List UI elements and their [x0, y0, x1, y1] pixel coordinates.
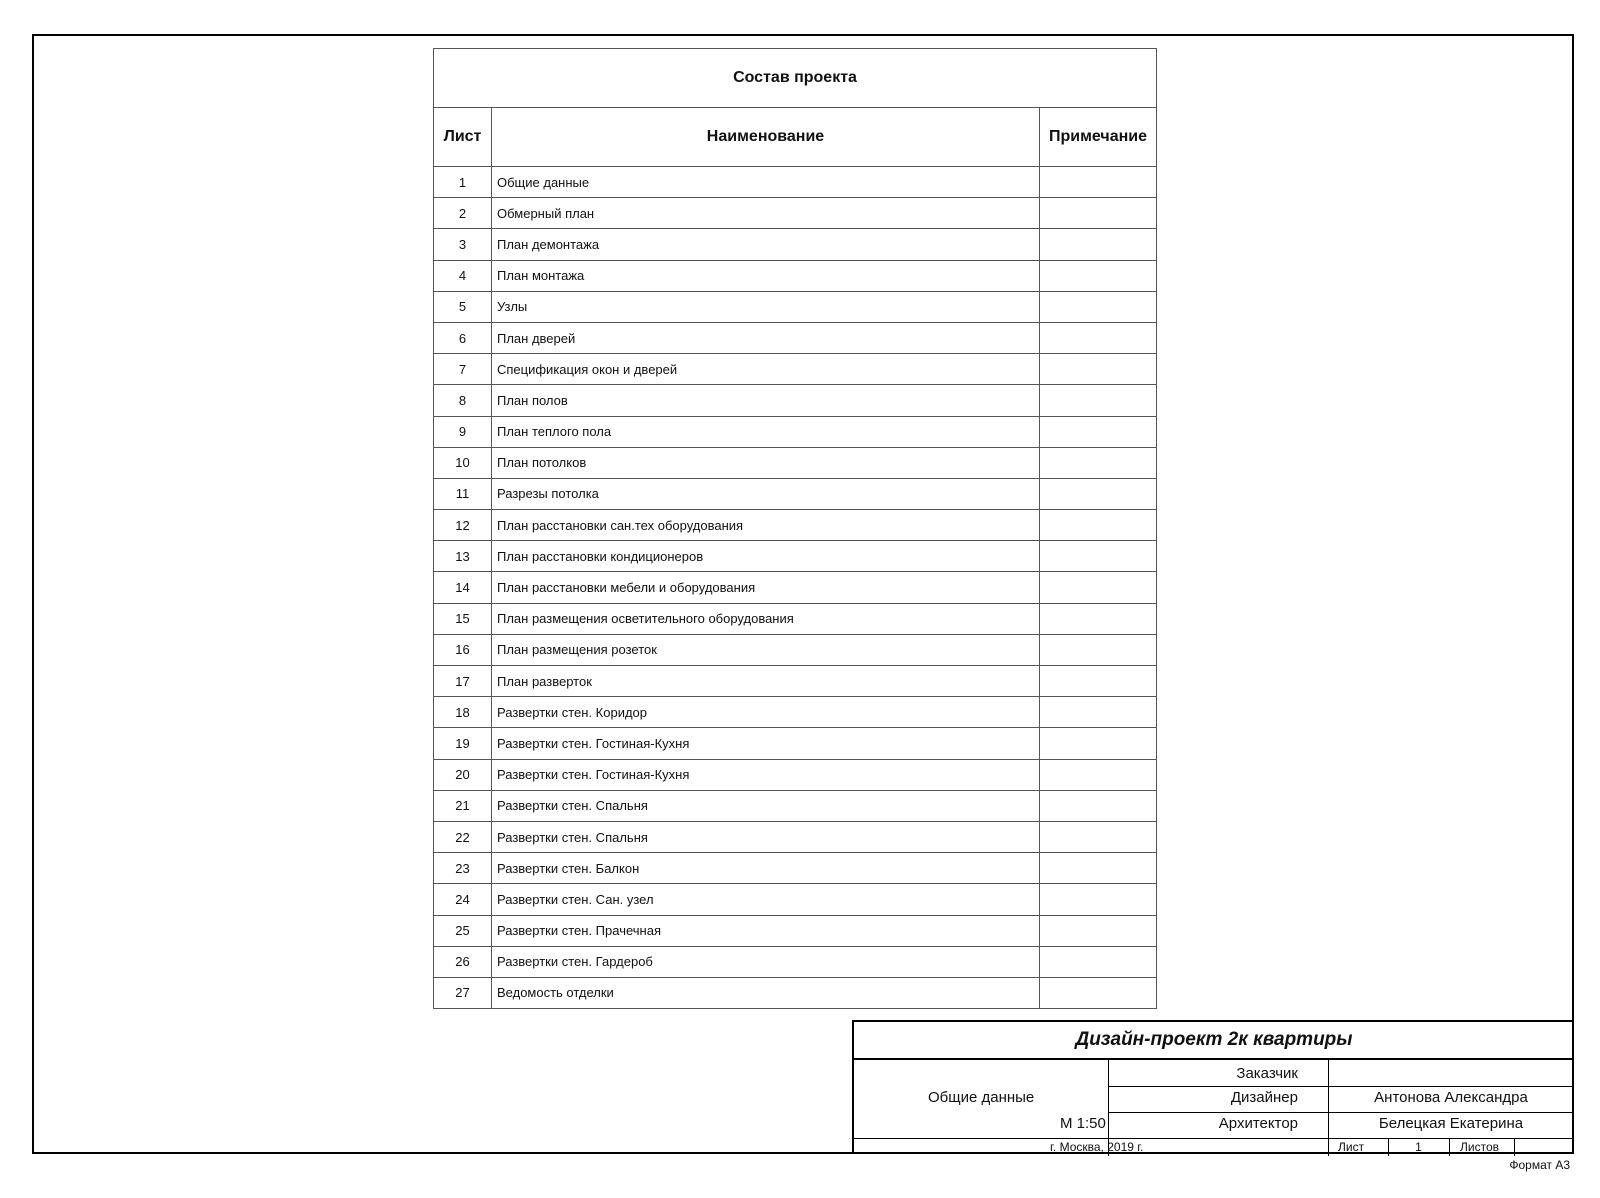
sheet-name-cell: Ведомость отделки	[492, 977, 1040, 1008]
note-cell	[1040, 790, 1157, 821]
note-cell	[1040, 510, 1157, 541]
note-cell	[1040, 260, 1157, 291]
sheet-label: Лист	[1338, 1140, 1365, 1154]
table-row	[434, 853, 1157, 884]
role-architect: Архитектор	[1218, 1115, 1298, 1132]
note-cell	[1040, 634, 1157, 665]
sheet-name-cell: Развертки стен. Гостиная-Кухня	[492, 728, 1040, 759]
table-title: Состав проекта	[434, 49, 1157, 108]
sheet-name-cell: План монтажа	[492, 260, 1040, 291]
sheet-name-cell: План расстановки кондиционеров	[492, 541, 1040, 572]
architect-name: Белецкая Екатерина	[1378, 1115, 1524, 1132]
sheet-name-cell: Разрезы потолка	[492, 478, 1040, 509]
table-row	[434, 354, 1157, 385]
note-cell	[1040, 603, 1157, 634]
column-header-name: Наименование	[492, 108, 1040, 167]
table-row	[434, 198, 1157, 229]
table-row	[434, 697, 1157, 728]
table-row	[434, 416, 1157, 447]
sheet-number-cell: 27	[434, 977, 492, 1008]
sheet-name-cell: План теплого пола	[492, 416, 1040, 447]
format-label: Формат А3	[1509, 1158, 1570, 1172]
sheet-number-cell: 5	[434, 291, 492, 322]
sheet-number-cell: 21	[434, 790, 492, 821]
sheet-name-cell: Развертки стен. Спальня	[492, 821, 1040, 852]
sheet-number-cell: 15	[434, 603, 492, 634]
note-cell	[1040, 759, 1157, 790]
table-row	[434, 977, 1157, 1008]
note-cell	[1040, 322, 1157, 353]
note-cell	[1040, 884, 1157, 915]
table-row	[434, 291, 1157, 322]
note-cell	[1040, 946, 1157, 977]
table-row	[434, 915, 1157, 946]
sheet-number-cell: 14	[434, 572, 492, 603]
table-row	[434, 728, 1157, 759]
sheet-name-cell: Общие данные	[492, 167, 1040, 198]
column-header-sheet: Лист	[434, 108, 492, 167]
designer-name: Антонова Александра	[1374, 1089, 1528, 1106]
sheet-number-cell: 18	[434, 697, 492, 728]
sheet-number-cell: 25	[434, 915, 492, 946]
sheet-name-cell: Развертки стен. Сан. узел	[492, 884, 1040, 915]
sheet-number-cell: 12	[434, 510, 492, 541]
note-cell	[1040, 853, 1157, 884]
sheet-number-cell: 26	[434, 946, 492, 977]
sheet-number-cell: 8	[434, 385, 492, 416]
sheet-number-cell: 23	[434, 853, 492, 884]
title-block	[852, 1020, 1574, 1154]
sheet-name-cell: Развертки стен. Прачечная	[492, 915, 1040, 946]
note-cell	[1040, 354, 1157, 385]
table-row	[434, 572, 1157, 603]
table-row	[434, 884, 1157, 915]
sheet-number-cell: 6	[434, 322, 492, 353]
role-customer: Заказчик	[1236, 1065, 1298, 1082]
table-row	[434, 821, 1157, 852]
sheet-name-cell: Развертки стен. Спальня	[492, 790, 1040, 821]
sheet-name-cell: Развертки стен. Гостиная-Кухня	[492, 759, 1040, 790]
table-row	[434, 478, 1157, 509]
column-header-note: Примечание	[1040, 108, 1157, 167]
note-cell	[1040, 416, 1157, 447]
sheet-number-cell: 11	[434, 478, 492, 509]
sheet-number-cell: 3	[434, 229, 492, 260]
project-title: Дизайн-проект 2к квартиры	[854, 1022, 1574, 1060]
note-cell	[1040, 229, 1157, 260]
note-cell	[1040, 541, 1157, 572]
note-cell	[1040, 915, 1157, 946]
scale: М 1:50	[1060, 1115, 1106, 1132]
sheet-number-cell: 4	[434, 260, 492, 291]
place-year: г. Москва, 2019 г.	[1050, 1140, 1144, 1154]
sheet-number-cell: 1	[434, 167, 492, 198]
role-designer: Дизайнер	[1230, 1089, 1298, 1106]
sheet-name-cell: План дверей	[492, 322, 1040, 353]
sheet-name-cell: План размещения осветительного оборудования	[492, 603, 1040, 634]
sheet-number-cell: 17	[434, 666, 492, 697]
sheet-number-cell: 10	[434, 447, 492, 478]
table-row	[434, 229, 1157, 260]
table-row	[434, 322, 1157, 353]
note-cell	[1040, 977, 1157, 1008]
sheet-name-cell: Спецификация окон и дверей	[492, 354, 1040, 385]
table-row	[434, 790, 1157, 821]
note-cell	[1040, 198, 1157, 229]
project-composition-table	[433, 48, 1157, 1009]
sheets-label: Листов	[1460, 1140, 1499, 1154]
sheet-name-cell: План размещения розеток	[492, 634, 1040, 665]
note-cell	[1040, 478, 1157, 509]
table-row	[434, 260, 1157, 291]
sheet-number-cell: 20	[434, 759, 492, 790]
sheet-name-cell: Развертки стен. Коридор	[492, 697, 1040, 728]
sheet-name-cell: Развертки стен. Гардероб	[492, 946, 1040, 977]
table-row	[434, 447, 1157, 478]
sheet-name-cell: План полов	[492, 385, 1040, 416]
sheet-number-cell: 13	[434, 541, 492, 572]
note-cell	[1040, 447, 1157, 478]
note-cell	[1040, 291, 1157, 322]
table-row	[434, 603, 1157, 634]
sheet-number-cell: 16	[434, 634, 492, 665]
table-body	[434, 167, 1157, 1009]
note-cell	[1040, 167, 1157, 198]
sheet-number-cell: 19	[434, 728, 492, 759]
sheet-name-cell: План расстановки мебели и оборудования	[492, 572, 1040, 603]
sheet-number-cell: 7	[434, 354, 492, 385]
note-cell	[1040, 697, 1157, 728]
sheet-name-cell: План расстановки сан.тех оборудования	[492, 510, 1040, 541]
note-cell	[1040, 385, 1157, 416]
note-cell	[1040, 666, 1157, 697]
table-row	[434, 666, 1157, 697]
table-row	[434, 385, 1157, 416]
table-row	[434, 510, 1157, 541]
note-cell	[1040, 821, 1157, 852]
sheet-number-cell: 24	[434, 884, 492, 915]
table-row	[434, 759, 1157, 790]
table-row	[434, 167, 1157, 198]
sheet-number-cell: 9	[434, 416, 492, 447]
table-row	[434, 634, 1157, 665]
sheet-name-cell: Развертки стен. Балкон	[492, 853, 1040, 884]
sheet-number-cell: 2	[434, 198, 492, 229]
sheet-number-cell: 22	[434, 821, 492, 852]
note-cell	[1040, 728, 1157, 759]
table-row	[434, 946, 1157, 977]
sheet-name-cell: План разверток	[492, 666, 1040, 697]
sheet-name-cell: Узлы	[492, 291, 1040, 322]
table-row	[434, 541, 1157, 572]
sheet-name-cell: План демонтажа	[492, 229, 1040, 260]
sheet-name-cell: План потолков	[492, 447, 1040, 478]
note-cell	[1040, 572, 1157, 603]
sheet-name: Общие данные	[928, 1089, 1035, 1106]
sheet-name-cell: Обмерный план	[492, 198, 1040, 229]
sheet-number: 1	[1415, 1140, 1422, 1154]
